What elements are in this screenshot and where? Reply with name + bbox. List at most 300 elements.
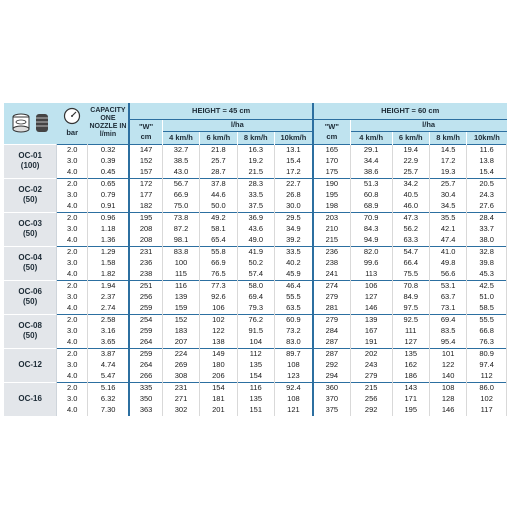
rate-8kmh-45: 76.2 <box>237 314 274 326</box>
rate-8kmh-45: 16.3 <box>237 144 274 156</box>
rate-6kmh-60: 97.5 <box>392 303 429 315</box>
width-cell-60: 195 <box>313 190 350 201</box>
rate-6kmh-60: 47.3 <box>392 212 429 224</box>
rate-10kmh-60: 76.3 <box>467 337 507 349</box>
height-60-header: HEIGHT = 60 cm <box>313 103 507 119</box>
width-cell-60: 274 <box>313 280 350 292</box>
width-cell-60: 284 <box>313 326 350 337</box>
rate-10kmh-45: 40.2 <box>274 258 312 269</box>
speed-4-header: 4 km/h <box>162 131 199 144</box>
rate-10kmh-45: 83.0 <box>274 337 312 349</box>
width-cell-60: 175 <box>313 167 350 179</box>
nozzle-model-name: OC-06 <box>18 287 42 296</box>
rate-10kmh-45: 108 <box>274 360 312 371</box>
rate-4kmh-60: 82.0 <box>350 246 392 258</box>
rate-8kmh-45: 28.3 <box>237 178 274 190</box>
rate-10kmh-60: 97.4 <box>467 360 507 371</box>
rate-8kmh-60: 53.1 <box>429 280 466 292</box>
width-cell-60: 215 <box>313 235 350 247</box>
rate-6kmh-45: 28.7 <box>200 167 237 179</box>
rate-4kmh-45: 56.7 <box>162 178 199 190</box>
rate-4kmh-45: 302 <box>162 405 199 416</box>
rate-6kmh-60: 127 <box>392 337 429 349</box>
rate-10kmh-60: 86.0 <box>467 382 507 394</box>
pressure-cell: 4.0 <box>57 303 88 315</box>
pressure-header-cell <box>57 103 88 144</box>
rate-6kmh-45: 154 <box>200 382 237 394</box>
rate-4kmh-45: 100 <box>162 258 199 269</box>
nozzle-model-quantity: (50) <box>23 195 38 204</box>
width-cell-60: 198 <box>313 201 350 213</box>
rate-4kmh-60: 139 <box>350 314 392 326</box>
rate-6kmh-45: 58.1 <box>200 224 237 235</box>
rate-4kmh-60: 84.3 <box>350 224 392 235</box>
width-cell-60: 370 <box>313 394 350 405</box>
pressure-cell: 4.0 <box>57 167 88 179</box>
w-label: "W" <box>324 122 339 131</box>
width-cell-45: 259 <box>129 303 162 315</box>
nozzle-model-cell <box>4 280 57 314</box>
nozzle-model-cell <box>4 314 57 348</box>
nozzle-model-quantity: (50) <box>23 331 38 340</box>
table-row <box>4 144 507 156</box>
rate-4kmh-45: 66.9 <box>162 190 199 201</box>
pressure-cell: 2.0 <box>57 178 88 190</box>
table-row <box>4 167 507 179</box>
capacity-cell: 1.58 <box>88 258 130 269</box>
capacity-cell: 2.37 <box>88 292 130 303</box>
rate-4kmh-45: 73.8 <box>162 212 199 224</box>
table-row <box>4 156 507 167</box>
rate-8kmh-60: 47.4 <box>429 235 466 247</box>
rate-10kmh-45: 13.1 <box>274 144 312 156</box>
width-cell-45: 182 <box>129 201 162 213</box>
nozzle-model-cell <box>4 382 57 416</box>
rate-10kmh-45: 92.4 <box>274 382 312 394</box>
pressure-cell: 4.0 <box>57 337 88 349</box>
pressure-cell: 2.0 <box>57 280 88 292</box>
rate-4kmh-60: 202 <box>350 348 392 360</box>
rate-10kmh-60: 102 <box>467 394 507 405</box>
rate-6kmh-45: 50.0 <box>200 201 237 213</box>
rate-4kmh-45: 183 <box>162 326 199 337</box>
rate-4kmh-60: 34.4 <box>350 156 392 167</box>
rate-6kmh-60: 56.2 <box>392 224 429 235</box>
capacity-cell: 2.58 <box>88 314 130 326</box>
rate-8kmh-60: 49.8 <box>429 258 466 269</box>
rate-10kmh-45: 33.5 <box>274 246 312 258</box>
w-header-45 <box>129 119 162 144</box>
width-cell-60: 241 <box>313 269 350 281</box>
rate-8kmh-60: 140 <box>429 371 466 383</box>
rate-6kmh-45: 138 <box>200 337 237 349</box>
rate-10kmh-60: 28.4 <box>467 212 507 224</box>
header-icons-cell <box>4 103 57 144</box>
width-cell-45: 266 <box>129 371 162 383</box>
rate-4kmh-60: 51.3 <box>350 178 392 190</box>
width-cell-60: 165 <box>313 144 350 156</box>
nozzle-model-name: OC-01 <box>18 151 42 160</box>
rate-8kmh-45: 154 <box>237 371 274 383</box>
rate-8kmh-60: 63.7 <box>429 292 466 303</box>
width-cell-45: 363 <box>129 405 162 416</box>
rate-10kmh-60: 13.8 <box>467 156 507 167</box>
rate-4kmh-45: 271 <box>162 394 199 405</box>
rate-6kmh-60: 75.5 <box>392 269 429 281</box>
rate-6kmh-45: 77.3 <box>200 280 237 292</box>
rate-10kmh-45: 46.4 <box>274 280 312 292</box>
rate-4kmh-45: 152 <box>162 314 199 326</box>
rate-8kmh-60: 146 <box>429 405 466 416</box>
rate-6kmh-60: 195 <box>392 405 429 416</box>
speed-6-header: 6 km/h <box>392 131 429 144</box>
w-header-60 <box>313 119 350 144</box>
width-cell-45: 147 <box>129 144 162 156</box>
table-row <box>4 303 507 315</box>
rate-10kmh-60: 33.7 <box>467 224 507 235</box>
rate-10kmh-60: 39.8 <box>467 258 507 269</box>
rate-4kmh-45: 98.1 <box>162 235 199 247</box>
table-row <box>4 201 507 213</box>
rate-4kmh-60: 256 <box>350 394 392 405</box>
width-cell-45: 231 <box>129 246 162 258</box>
rate-8kmh-60: 95.4 <box>429 337 466 349</box>
rate-6kmh-45: 102 <box>200 314 237 326</box>
pressure-cell: 2.0 <box>57 212 88 224</box>
w-unit-label: cm <box>140 131 152 141</box>
rate-6kmh-45: 206 <box>200 371 237 383</box>
rate-4kmh-60: 191 <box>350 337 392 349</box>
rate-8kmh-45: 69.4 <box>237 292 274 303</box>
pressure-cell: 3.0 <box>57 258 88 269</box>
width-cell-45: 254 <box>129 314 162 326</box>
rate-6kmh-45: 76.5 <box>200 269 237 281</box>
pressure-cell: 2.0 <box>57 348 88 360</box>
capacity-cell: 6.32 <box>88 394 130 405</box>
rate-4kmh-45: 159 <box>162 303 199 315</box>
rate-4kmh-60: 215 <box>350 382 392 394</box>
pressure-cell: 3.0 <box>57 326 88 337</box>
table-row <box>4 371 507 383</box>
rate-6kmh-60: 46.0 <box>392 201 429 213</box>
rate-8kmh-45: 151 <box>237 405 274 416</box>
rate-4kmh-45: 43.0 <box>162 167 199 179</box>
rate-10kmh-45: 15.4 <box>274 156 312 167</box>
capacity-cell: 7.30 <box>88 405 130 416</box>
nozzle-body-icon <box>11 112 31 134</box>
width-cell-60: 294 <box>313 371 350 383</box>
pressure-cell: 2.0 <box>57 144 88 156</box>
capacity-cell: 3.87 <box>88 348 130 360</box>
nozzle-model-name: OC-04 <box>18 253 42 262</box>
rate-4kmh-60: 29.1 <box>350 144 392 156</box>
rate-8kmh-60: 69.4 <box>429 314 466 326</box>
rate-8kmh-60: 73.1 <box>429 303 466 315</box>
rate-6kmh-45: 201 <box>200 405 237 416</box>
rate-4kmh-60: 146 <box>350 303 392 315</box>
table-body <box>4 144 507 416</box>
pressure-cell: 3.0 <box>57 292 88 303</box>
rate-6kmh-60: 19.4 <box>392 144 429 156</box>
rate-8kmh-60: 19.3 <box>429 167 466 179</box>
capacity-cell: 0.91 <box>88 201 130 213</box>
width-cell-45: 208 <box>129 224 162 235</box>
rate-8kmh-45: 112 <box>237 348 274 360</box>
rate-8kmh-60: 122 <box>429 360 466 371</box>
rate-6kmh-45: 37.8 <box>200 178 237 190</box>
rate-8kmh-45: 43.6 <box>237 224 274 235</box>
rate-4kmh-60: 60.8 <box>350 190 392 201</box>
height-45-header: HEIGHT = 45 cm <box>129 103 313 119</box>
capacity-cell: 1.94 <box>88 280 130 292</box>
rate-10kmh-60: 24.3 <box>467 190 507 201</box>
rate-6kmh-60: 54.7 <box>392 246 429 258</box>
rate-8kmh-60: 34.5 <box>429 201 466 213</box>
pressure-cell: 4.0 <box>57 405 88 416</box>
width-cell-45: 264 <box>129 360 162 371</box>
table-row <box>4 326 507 337</box>
w-unit-label: cm <box>326 131 338 141</box>
rate-8kmh-45: 33.5 <box>237 190 274 201</box>
rate-4kmh-45: 38.5 <box>162 156 199 167</box>
rate-6kmh-60: 162 <box>392 360 429 371</box>
rate-8kmh-60: 56.6 <box>429 269 466 281</box>
rate-10kmh-45: 73.2 <box>274 326 312 337</box>
rate-10kmh-45: 22.7 <box>274 178 312 190</box>
rate-4kmh-45: 207 <box>162 337 199 349</box>
width-cell-45: 259 <box>129 326 162 337</box>
rate-4kmh-45: 75.0 <box>162 201 199 213</box>
nozzle-model-cell <box>4 212 57 246</box>
rate-10kmh-45: 55.5 <box>274 292 312 303</box>
rate-10kmh-45: 121 <box>274 405 312 416</box>
rate-8kmh-45: 135 <box>237 360 274 371</box>
capacity-cell: 0.79 <box>88 190 130 201</box>
capacity-cell: 3.16 <box>88 326 130 337</box>
capacity-cell: 0.96 <box>88 212 130 224</box>
capacity-cell: 1.18 <box>88 224 130 235</box>
pressure-cell: 2.0 <box>57 314 88 326</box>
nozzle-model-quantity: (50) <box>23 297 38 306</box>
rate-10kmh-60: 112 <box>467 371 507 383</box>
rate-10kmh-45: 89.7 <box>274 348 312 360</box>
pressure-cell: 3.0 <box>57 156 88 167</box>
rate-8kmh-45: 58.0 <box>237 280 274 292</box>
width-cell-45: 264 <box>129 337 162 349</box>
rate-4kmh-45: 115 <box>162 269 199 281</box>
width-cell-45: 195 <box>129 212 162 224</box>
pressure-cell: 3.0 <box>57 360 88 371</box>
nozzle-capacity-table-sheet <box>0 103 510 415</box>
rate-4kmh-45: 231 <box>162 382 199 394</box>
table-row <box>4 405 507 416</box>
rate-10kmh-45: 26.8 <box>274 190 312 201</box>
rate-8kmh-60: 128 <box>429 394 466 405</box>
nozzle-model-name: OC-03 <box>18 219 42 228</box>
nozzle-model-cell <box>4 246 57 280</box>
width-cell-60: 238 <box>313 258 350 269</box>
capacity-cell: 3.65 <box>88 337 130 349</box>
table-row <box>4 190 507 201</box>
speed-10-header: 10km/h <box>274 131 312 144</box>
rate-6kmh-60: 111 <box>392 326 429 337</box>
rate-4kmh-60: 38.6 <box>350 167 392 179</box>
capacity-cell: 5.16 <box>88 382 130 394</box>
nozzle-threaded-icon <box>34 112 50 134</box>
capacity-cell: 0.45 <box>88 167 130 179</box>
width-cell-60: 236 <box>313 246 350 258</box>
width-cell-60: 287 <box>313 337 350 349</box>
rate-10kmh-60: 51.0 <box>467 292 507 303</box>
rate-6kmh-45: 55.8 <box>200 246 237 258</box>
width-cell-45: 236 <box>129 258 162 269</box>
rate-6kmh-60: 84.9 <box>392 292 429 303</box>
lha-header-60: l/ha <box>350 119 506 131</box>
rate-6kmh-60: 34.2 <box>392 178 429 190</box>
width-cell-45: 172 <box>129 178 162 190</box>
nozzle-model-cell <box>4 348 57 382</box>
rate-8kmh-60: 35.5 <box>429 212 466 224</box>
rate-10kmh-60: 66.8 <box>467 326 507 337</box>
speed-8-header: 8 km/h <box>429 131 466 144</box>
rate-4kmh-45: 308 <box>162 371 199 383</box>
rate-6kmh-60: 135 <box>392 348 429 360</box>
speed-4-header: 4 km/h <box>350 131 392 144</box>
rate-8kmh-45: 21.5 <box>237 167 274 179</box>
rate-6kmh-45: 25.7 <box>200 156 237 167</box>
pressure-gauge-icon <box>63 107 81 125</box>
rate-10kmh-60: 42.5 <box>467 280 507 292</box>
rate-10kmh-45: 60.9 <box>274 314 312 326</box>
rate-10kmh-45: 17.2 <box>274 167 312 179</box>
rate-6kmh-60: 22.9 <box>392 156 429 167</box>
rate-10kmh-60: 55.5 <box>467 314 507 326</box>
rate-8kmh-45: 79.3 <box>237 303 274 315</box>
rate-6kmh-60: 171 <box>392 394 429 405</box>
rate-4kmh-60: 127 <box>350 292 392 303</box>
rate-4kmh-45: 83.8 <box>162 246 199 258</box>
rate-6kmh-45: 21.8 <box>200 144 237 156</box>
rate-10kmh-45: 29.5 <box>274 212 312 224</box>
rate-8kmh-45: 19.2 <box>237 156 274 167</box>
rate-8kmh-60: 42.1 <box>429 224 466 235</box>
width-cell-45: 259 <box>129 348 162 360</box>
capacity-cell: 0.65 <box>88 178 130 190</box>
rate-8kmh-60: 83.5 <box>429 326 466 337</box>
width-cell-60: 279 <box>313 292 350 303</box>
width-cell-60: 281 <box>313 303 350 315</box>
rate-8kmh-60: 101 <box>429 348 466 360</box>
rate-4kmh-60: 106 <box>350 280 392 292</box>
rate-4kmh-60: 113 <box>350 269 392 281</box>
rate-10kmh-60: 38.0 <box>467 235 507 247</box>
rate-4kmh-45: 224 <box>162 348 199 360</box>
rate-10kmh-60: 80.9 <box>467 348 507 360</box>
pressure-cell: 3.0 <box>57 224 88 235</box>
nozzle-model-name: OC-12 <box>18 360 42 369</box>
pressure-cell: 4.0 <box>57 371 88 383</box>
width-cell-45: 208 <box>129 235 162 247</box>
rate-8kmh-60: 108 <box>429 382 466 394</box>
rate-10kmh-45: 63.5 <box>274 303 312 315</box>
nozzle-model-quantity: (100) <box>20 161 40 170</box>
pressure-cell: 3.0 <box>57 394 88 405</box>
capacity-cell: 2.74 <box>88 303 130 315</box>
pressure-cell: 4.0 <box>57 235 88 247</box>
rate-8kmh-60: 25.7 <box>429 178 466 190</box>
width-cell-60: 375 <box>313 405 350 416</box>
nozzle-model-name: OC-08 <box>18 321 42 330</box>
table-row <box>4 314 507 326</box>
rate-8kmh-45: 50.2 <box>237 258 274 269</box>
pressure-cell: 4.0 <box>57 201 88 213</box>
rate-6kmh-45: 122 <box>200 326 237 337</box>
rate-8kmh-45: 41.9 <box>237 246 274 258</box>
rate-6kmh-45: 180 <box>200 360 237 371</box>
rate-6kmh-45: 92.6 <box>200 292 237 303</box>
rate-8kmh-45: 116 <box>237 382 274 394</box>
rate-10kmh-45: 30.0 <box>274 201 312 213</box>
capacity-cell: 1.36 <box>88 235 130 247</box>
width-cell-45: 335 <box>129 382 162 394</box>
width-cell-45: 350 <box>129 394 162 405</box>
rate-8kmh-45: 36.9 <box>237 212 274 224</box>
table-row <box>4 235 507 247</box>
rate-6kmh-60: 70.8 <box>392 280 429 292</box>
table-row <box>4 360 507 371</box>
table-row <box>4 394 507 405</box>
capacity-cell: 5.47 <box>88 371 130 383</box>
rate-6kmh-60: 40.5 <box>392 190 429 201</box>
table-row <box>4 269 507 281</box>
rate-10kmh-45: 123 <box>274 371 312 383</box>
rate-10kmh-45: 108 <box>274 394 312 405</box>
rate-8kmh-45: 91.5 <box>237 326 274 337</box>
rate-4kmh-45: 116 <box>162 280 199 292</box>
rate-10kmh-60: 45.3 <box>467 269 507 281</box>
rate-8kmh-45: 57.4 <box>237 269 274 281</box>
width-cell-60: 210 <box>313 224 350 235</box>
rate-10kmh-45: 39.2 <box>274 235 312 247</box>
rate-6kmh-60: 66.4 <box>392 258 429 269</box>
capacity-cell: 4.74 <box>88 360 130 371</box>
width-cell-60: 292 <box>313 360 350 371</box>
rate-4kmh-60: 167 <box>350 326 392 337</box>
nozzle-model-cell <box>4 144 57 178</box>
rate-8kmh-45: 49.0 <box>237 235 274 247</box>
rate-4kmh-60: 99.6 <box>350 258 392 269</box>
rate-8kmh-45: 104 <box>237 337 274 349</box>
speed-6-header: 6 km/h <box>200 131 237 144</box>
rate-10kmh-60: 58.5 <box>467 303 507 315</box>
pressure-unit-label: bar <box>66 127 78 137</box>
rate-6kmh-60: 25.7 <box>392 167 429 179</box>
width-cell-45: 157 <box>129 167 162 179</box>
speed-10-header: 10km/h <box>467 131 507 144</box>
rate-4kmh-45: 87.2 <box>162 224 199 235</box>
rate-8kmh-45: 37.5 <box>237 201 274 213</box>
capacity-cell: 1.29 <box>88 246 130 258</box>
rate-6kmh-45: 44.6 <box>200 190 237 201</box>
rate-10kmh-60: 32.8 <box>467 246 507 258</box>
rate-10kmh-60: 27.6 <box>467 201 507 213</box>
capacity-header: CAPACITY ONE NOZZLE IN l/min <box>88 103 130 144</box>
table-row <box>4 280 507 292</box>
rate-6kmh-45: 65.4 <box>200 235 237 247</box>
pressure-cell: 3.0 <box>57 190 88 201</box>
speed-8-header: 8 km/h <box>237 131 274 144</box>
width-cell-60: 287 <box>313 348 350 360</box>
